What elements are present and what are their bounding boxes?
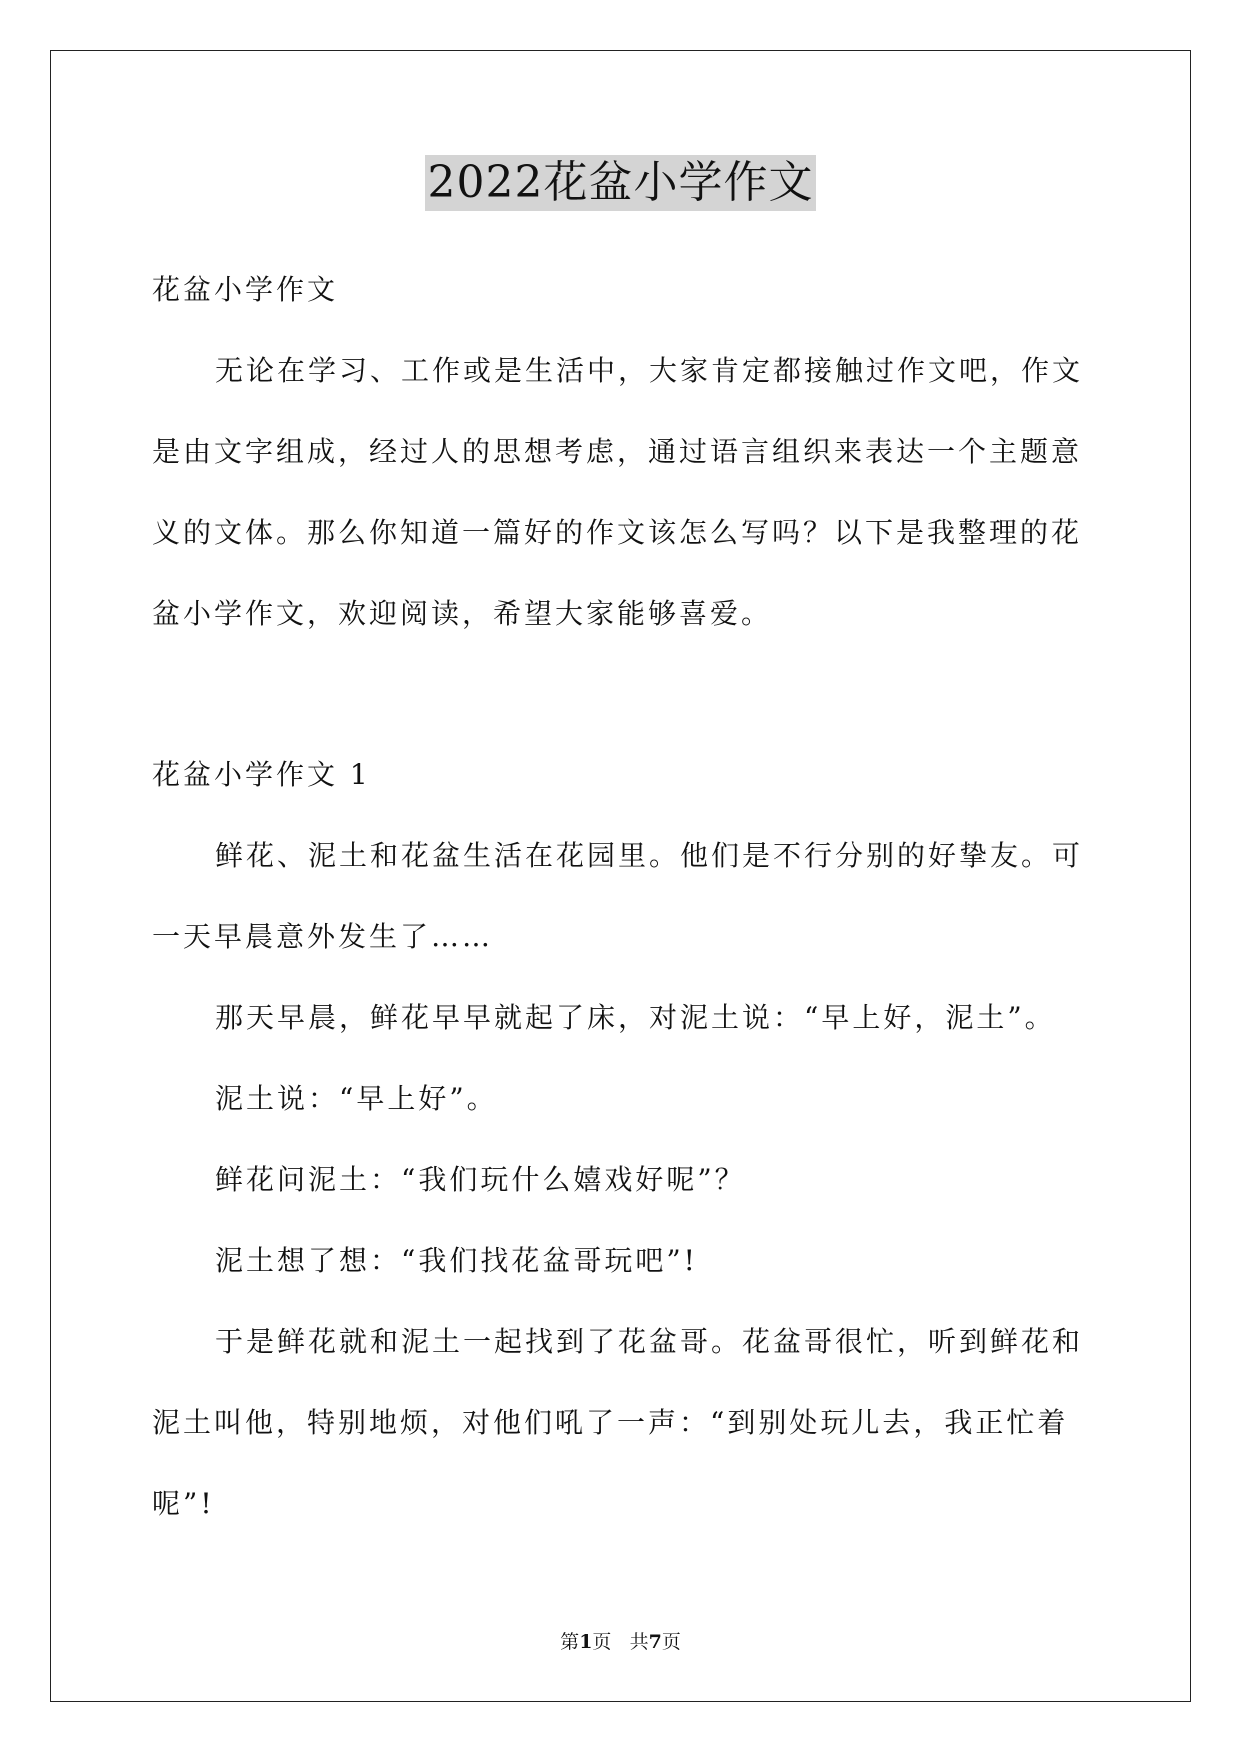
footer-total-pages: 7 <box>648 1631 662 1653</box>
footer-page-number: 1 <box>579 1631 593 1653</box>
story-line-7: 于是鲜花就和泥土一起找到了花盆哥。花盆哥很忙，听到鲜花和 <box>215 1325 1084 1358</box>
story-line-1: 鲜花、泥土和花盆生活在花园里。他们是不行分别的好挚友。可 <box>215 839 1084 872</box>
intro-line-1: 无论在学习、工作或是生活中，大家肯定都接触过作文吧，作文 <box>215 354 1084 387</box>
footer-total-prefix: 共 <box>629 1631 649 1653</box>
footer-page-prefix: 第 <box>560 1631 580 1653</box>
story-line-3: 那天早晨，鲜花早早就起了床，对泥土说：“早上好，泥土”。 <box>215 1001 1056 1034</box>
story-line-8: 泥土叫他，特别地烦，对他们吼了一声：“到别处玩儿去，我正忙着 <box>152 1406 1069 1439</box>
page-footer <box>0 1630 1241 1654</box>
intro-line-4: 盆小学作文，欢迎阅读，希望大家能够喜爱。 <box>152 597 773 630</box>
story-line-9: 呢”! <box>152 1487 215 1520</box>
section-heading: 花盆小学作文 1 <box>152 758 371 791</box>
story-line-6: 泥土想了想：“我们找花盆哥玩吧”! <box>215 1244 698 1277</box>
intro-line-2: 是由文字组成，经过人的思想考虑，通过语言组织来表达一个主题意 <box>152 435 1083 468</box>
story-line-2: 一天早晨意外发生了…… <box>152 920 494 953</box>
document-title: 2022花盆小学作文 <box>425 155 817 211</box>
footer-page-suffix: 页 <box>592 1631 612 1653</box>
intro-line-3: 义的文体。那么你知道一篇好的作文该怎么写吗？以下是我整理的花 <box>152 516 1083 549</box>
story-line-4: 泥土说：“早上好”。 <box>215 1082 498 1115</box>
subtitle: 花盆小学作文 <box>152 273 339 306</box>
story-line-5: 鲜花问泥土：“我们玩什么嬉戏好呢”？ <box>215 1163 746 1196</box>
title-container <box>0 155 1241 211</box>
footer-total-suffix: 页 <box>661 1631 681 1653</box>
